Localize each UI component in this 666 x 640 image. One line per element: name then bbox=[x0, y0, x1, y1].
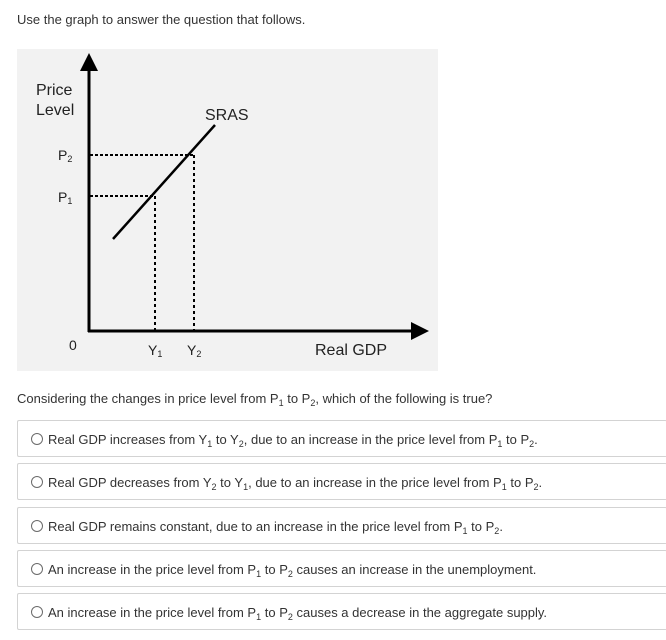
answer-option-text: Real GDP remains constant, due to an increase in the price level from $P_1$ to $P_2$. bbox=[48, 519, 503, 536]
sras-graph bbox=[17, 49, 438, 371]
answer-option-text: Real GDP increases from $Y_1$ to $Y_2$, due to an increase in the price level from $P_1$ to $P_2$. bbox=[48, 432, 538, 449]
x-axis-arrow bbox=[411, 322, 429, 340]
p2-label: P2 bbox=[58, 147, 73, 164]
y-axis-arrow bbox=[80, 53, 98, 71]
radio-button-icon[interactable] bbox=[31, 606, 43, 618]
radio-button-icon[interactable] bbox=[31, 433, 43, 445]
y1-label: Y1 bbox=[148, 342, 163, 359]
instruction-text: Use the graph to answer the question that follows. bbox=[17, 12, 306, 27]
question-text: Considering the changes in price level from $P_1$ to $P_2$, which of the following is true? bbox=[17, 391, 493, 408]
answer-option-text: An increase in the price level from $P_1$ to $P_2$ causes a decrease in the aggregate supply. bbox=[48, 605, 548, 622]
graph-svg bbox=[17, 49, 438, 371]
answer-option-3[interactable] bbox=[17, 507, 666, 544]
answer-option-text: Real GDP decreases from $Y_2$ to $Y_1$, due to an increase in the price level from $P_1$ to $P_2$. bbox=[48, 475, 543, 492]
y-axis-label-line2: Level bbox=[36, 102, 75, 119]
p1-label: P1 bbox=[58, 189, 73, 206]
answer-option-2[interactable] bbox=[17, 463, 666, 500]
answer-option-text: An increase in the price level from $P_1$ to $P_2$ causes an increase in the unemployment. bbox=[48, 562, 537, 579]
radio-button-icon[interactable] bbox=[31, 520, 43, 532]
y2-label: Y2 bbox=[187, 342, 202, 359]
answer-option-1[interactable] bbox=[17, 420, 666, 457]
radio-button-icon[interactable] bbox=[31, 476, 43, 488]
radio-button-icon[interactable] bbox=[31, 563, 43, 575]
origin-label: 0 bbox=[69, 337, 77, 353]
y-axis-label-line1: Price bbox=[36, 82, 73, 99]
answer-option-4[interactable] bbox=[17, 550, 666, 587]
answer-option-5[interactable] bbox=[17, 593, 666, 630]
curve-label-sras: SRAS bbox=[205, 107, 249, 124]
x-axis-label: Real GDP bbox=[315, 342, 388, 359]
sras-curve bbox=[113, 125, 215, 239]
